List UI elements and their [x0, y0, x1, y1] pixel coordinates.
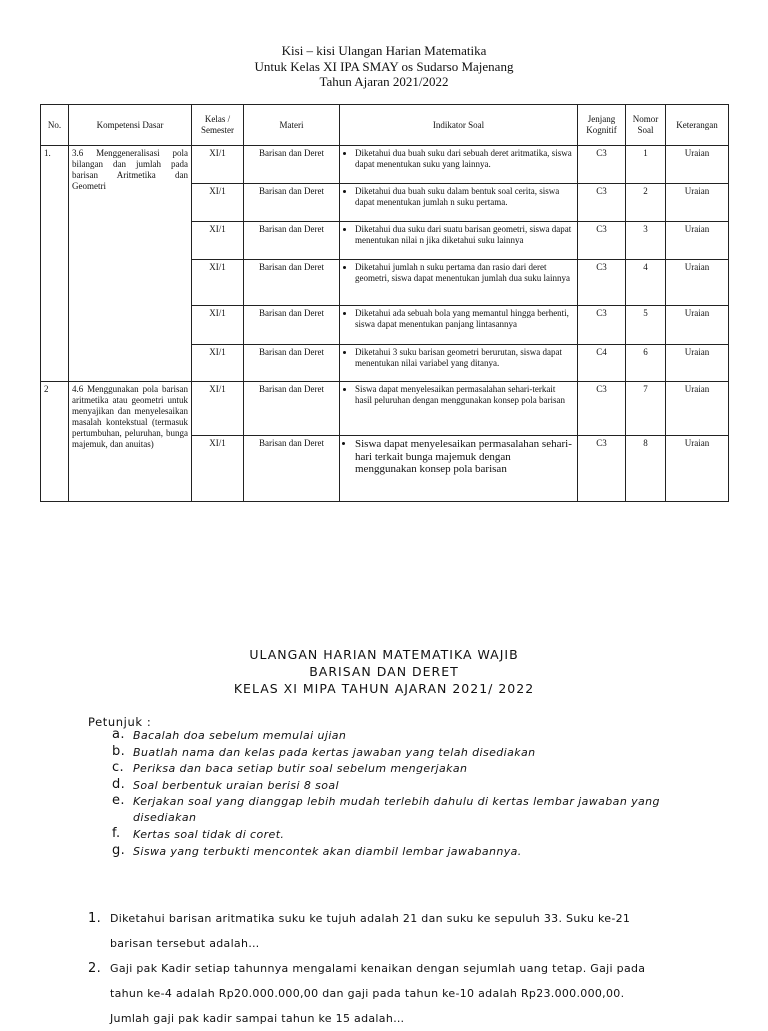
indikator-cell	[340, 306, 578, 345]
indikator-text: • Siswa dapat menyelesaikan permasalahan sehari-terkait hasil peluruhan dengan menggunakan konsep pola barisan	[355, 384, 574, 406]
kompetensi-dasar-cell: 4.6 Menggunakan pola barisan aritmetika atau geometri untuk menyajikan dan menyelesaikan masalah kontekstual (termasuk pertumbuhan, peluruhan, bunga majemuk, dan anuitas)	[69, 382, 192, 502]
list-marker: g.	[112, 842, 126, 858]
nomor-cell: 2	[626, 184, 666, 222]
jenjang-cell: C3	[578, 222, 626, 260]
materi-cell: Barisan dan Deret	[244, 146, 340, 184]
header-no: No.	[41, 105, 69, 146]
group-number: 2	[41, 382, 69, 502]
table-header-row	[41, 105, 729, 146]
indikator-cell	[340, 260, 578, 306]
list-item	[112, 728, 672, 744]
table-row	[41, 146, 729, 184]
jenjang-cell: C4	[578, 345, 626, 382]
kisi-subtitle-year: Tahun Ajaran 2021/2022	[319, 74, 449, 89]
indikator-text: • Diketahui ada sebuah bola yang memantul hingga berhenti, siswa dapat menentukan panjang lintasannya	[355, 308, 574, 330]
header-kelas-semester: Kelas / Semester	[192, 105, 244, 146]
indikator-cell	[340, 345, 578, 382]
nomor-cell: 7	[626, 382, 666, 436]
keterangan-cell: Uraian	[666, 436, 729, 502]
materi-cell: Barisan dan Deret	[244, 345, 340, 382]
list-item-text: Kertas soal tidak di coret.	[133, 827, 285, 841]
keterangan-cell: Uraian	[666, 382, 729, 436]
kelas-cell: XI/1	[192, 184, 244, 222]
indikator-text: • Diketahui jumlah n suku pertama dan rasio dari deret geometri, siswa dapat menentukan jumlah dua suku lainnya	[355, 262, 574, 284]
list-marker: f.	[112, 825, 121, 841]
question-text: Diketahui barisan aritmatika suku ke tujuh adalah 21 dan suku ke sepuluh 33. Suku ke-21 barisan tersebut adalah…	[110, 912, 631, 950]
indikator-text: • Diketahui dua buah suku dalam bentuk soal cerita, siswa dapat menentukan jumlah n suku pertama.	[355, 186, 574, 208]
nomor-cell: 3	[626, 222, 666, 260]
indikator-text: • Siswa dapat menyelesaikan permasalahan sehari-hari terkait bunga majemuk dengan menggunakan konsep pola barisan	[355, 438, 574, 476]
keterangan-cell: Uraian	[666, 184, 729, 222]
list-item	[112, 778, 672, 794]
group-number: 1.	[41, 146, 69, 382]
nomor-cell: 8	[626, 436, 666, 502]
indikator-cell	[340, 382, 578, 436]
keterangan-cell: Uraian	[666, 345, 729, 382]
list-marker: b.	[112, 743, 126, 759]
kelas-cell: XI/1	[192, 436, 244, 502]
nomor-cell: 5	[626, 306, 666, 345]
indikator-cell	[340, 436, 578, 502]
kisi-title: Kisi – kisi Ulangan Harian Matematika	[281, 43, 487, 58]
materi-cell: Barisan dan Deret	[244, 306, 340, 345]
list-item	[112, 827, 672, 843]
kisi-subtitle-class: Untuk Kelas XI IPA SMAY os Sudarso Majenang	[254, 58, 514, 74]
kelas-cell: XI/1	[192, 260, 244, 306]
list-item	[112, 745, 672, 761]
petunjuk-label: Petunjuk :	[88, 715, 152, 729]
materi-cell: Barisan dan Deret	[244, 382, 340, 436]
header-materi: Materi	[244, 105, 340, 146]
list-item-text: Siswa yang terbukti mencontek akan diambil lembar jawabannya.	[133, 844, 522, 858]
jenjang-cell: C3	[578, 436, 626, 502]
question-list	[88, 906, 648, 1031]
table-row	[41, 382, 729, 436]
materi-cell: Barisan dan Deret	[244, 260, 340, 306]
list-item	[112, 844, 672, 860]
list-marker: e.	[112, 793, 125, 809]
kelas-cell: XI/1	[192, 345, 244, 382]
list-marker: d.	[112, 776, 126, 792]
list-item-text: Buatlah nama dan kelas pada kertas jawaban yang telah disediakan	[133, 745, 536, 759]
list-item-text: Soal berbentuk uraian berisi 8 soal	[133, 778, 340, 792]
keterangan-cell: Uraian	[666, 222, 729, 260]
indikator-cell	[340, 184, 578, 222]
keterangan-cell: Uraian	[666, 260, 729, 306]
indikator-text: • Diketahui dua suku dari suatu barisan geometri, siswa dapat menentukan nilai n jika diketahui suku lainnya	[355, 224, 574, 246]
header-jenjang-kognitif: Jenjang Kognitif	[578, 105, 626, 146]
jenjang-cell: C3	[578, 184, 626, 222]
keterangan-cell: Uraian	[666, 306, 729, 345]
exam-title: ULANGAN HARIAN MATEMATIKA WAJIB	[249, 647, 519, 662]
kelas-cell: XI/1	[192, 146, 244, 184]
list-item-text: Bacalah doa sebelum memulai ujian	[133, 729, 347, 742]
kisi-title-block	[0, 43, 768, 90]
header-keterangan: Keterangan	[666, 105, 729, 146]
header-indikator-soal: Indikator Soal	[340, 105, 578, 146]
question-item	[88, 956, 648, 1031]
nomor-cell: 4	[626, 260, 666, 306]
question-number: 2.	[88, 961, 102, 976]
materi-cell: Barisan dan Deret	[244, 222, 340, 260]
keterangan-cell: Uraian	[666, 146, 729, 184]
materi-cell: Barisan dan Deret	[244, 184, 340, 222]
question-text: Gaji pak Kadir setiap tahunnya mengalami kenaikan dengan sejumlah uang tetap. Gaji pada tahun ke-4 adalah Rp20.000.000,00 dan gaji pada tahun ke-10 adalah Rp23.000.000,00. Jumlah gaji pak kadir sampai tahun ke 15 adalah…	[110, 962, 646, 1025]
list-item-text: Kerjakan soal yang dianggap lebih mudah terlebih dahulu di kertas lembar jawaban yang disediakan	[133, 795, 660, 825]
jenjang-cell: C3	[578, 382, 626, 436]
header-nomor-soal: Nomor Soal	[626, 105, 666, 146]
kelas-cell: XI/1	[192, 222, 244, 260]
kisi-table	[40, 104, 729, 502]
exam-topic: BARISAN DAN DERET	[309, 664, 459, 679]
indikator-text: • Diketahui 3 suku barisan geometri berurutan, siswa dapat menentukan nilai variabel yang ditanya.	[355, 347, 574, 369]
materi-cell: Barisan dan Deret	[244, 436, 340, 502]
jenjang-cell: C3	[578, 306, 626, 345]
kelas-cell: XI/1	[192, 306, 244, 345]
list-marker: c.	[112, 760, 125, 776]
exam-class-year: KELAS XI MIPA TAHUN AJARAN 2021/ 2022	[233, 681, 535, 696]
nomor-cell: 1	[626, 146, 666, 184]
indikator-text: • Diketahui dua buah suku dari sebuah deret aritmatika, siswa dapat menentukan suku yang lainnya.	[355, 148, 574, 170]
kompetensi-dasar-cell: 3.6 Menggeneralisasi pola bilangan dan jumlah pada barisan Aritmetika dan Geometri	[69, 146, 192, 382]
exam-title-block	[0, 646, 768, 697]
nomor-cell: 6	[626, 345, 666, 382]
indikator-cell	[340, 146, 578, 184]
jenjang-cell: C3	[578, 260, 626, 306]
indikator-cell	[340, 222, 578, 260]
list-marker: a.	[112, 727, 125, 742]
list-item-text: Periksa dan baca setiap butir soal sebelum mengerjakan	[133, 762, 468, 776]
jenjang-cell: C3	[578, 146, 626, 184]
list-item	[112, 794, 672, 826]
list-item	[112, 761, 672, 777]
question-item	[88, 906, 648, 956]
kelas-cell: XI/1	[192, 382, 244, 436]
question-number: 1.	[88, 911, 102, 926]
header-kompetensi-dasar: Kompetensi Dasar	[69, 105, 192, 146]
petunjuk-list	[112, 728, 672, 860]
